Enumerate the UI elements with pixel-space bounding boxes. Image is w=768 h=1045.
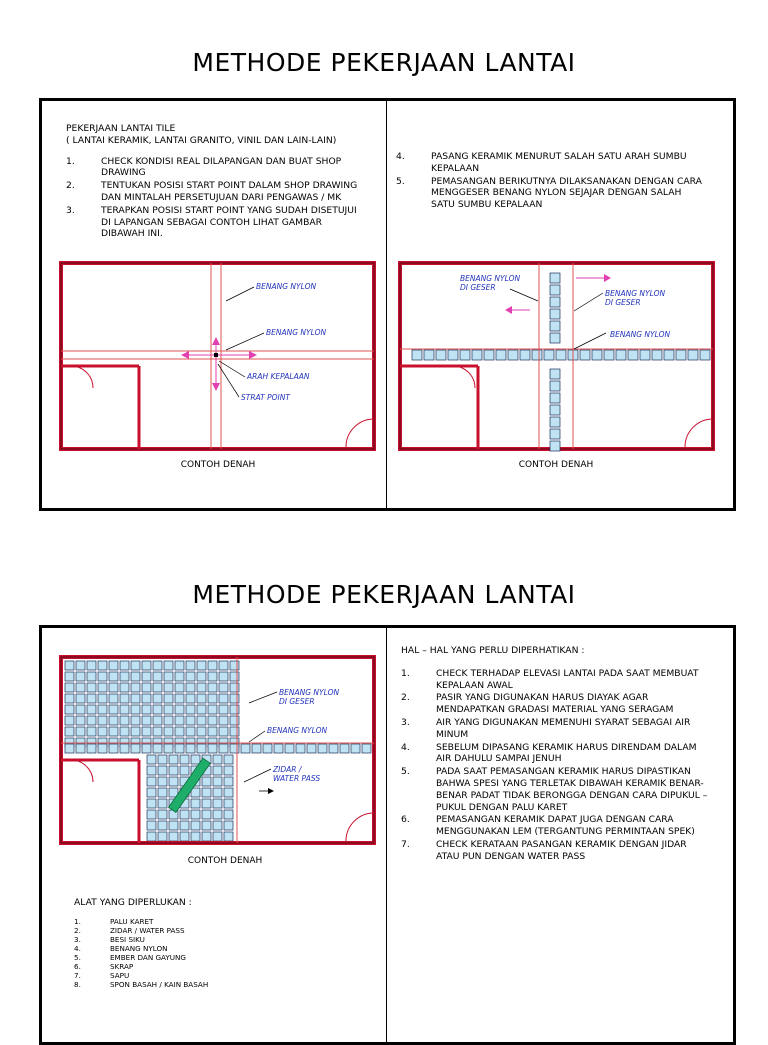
label-benang-nylon: BENANG NYLON — [267, 726, 328, 735]
tile — [87, 683, 96, 692]
tile — [131, 683, 140, 692]
tile — [191, 821, 200, 830]
slide1-title: METHODE PEKERJAAN LANTAI — [192, 48, 576, 77]
tile — [169, 755, 178, 764]
tile — [532, 350, 542, 360]
tile — [219, 744, 228, 753]
tile — [241, 744, 250, 753]
list-item: 3. TERAPKAN POSISI START POINT YANG SUDAH DISETUJUI DI LAPANGAN SEBAGAI CONTOH LIHAT GAMBAR DIBAWAH INI. — [66, 204, 357, 240]
tile — [307, 744, 316, 753]
tile — [169, 766, 178, 775]
slide1-left-caption: CONTOH DENAH — [180, 460, 256, 470]
tile — [153, 661, 162, 670]
tile — [208, 727, 217, 736]
tile — [550, 417, 560, 427]
tile — [230, 683, 239, 692]
tile — [180, 810, 189, 819]
tile — [191, 810, 200, 819]
label-start-point: STRAT POINT — [241, 393, 290, 402]
tile — [604, 350, 614, 360]
tile — [87, 661, 96, 670]
slide2-left-caption: CONTOH DENAH — [187, 856, 263, 866]
tile — [412, 350, 422, 360]
tile — [224, 755, 233, 764]
tile — [142, 694, 151, 703]
tile — [131, 661, 140, 670]
list-item: 2. ZIDAR / WATER PASS — [74, 925, 185, 935]
tile — [197, 727, 206, 736]
tile — [213, 766, 222, 775]
tile — [202, 799, 211, 808]
tile — [274, 744, 283, 753]
tile — [87, 727, 96, 736]
tile — [180, 832, 189, 841]
tile — [109, 694, 118, 703]
tile — [230, 705, 239, 714]
tile — [230, 716, 239, 725]
tile — [76, 744, 85, 753]
tile — [175, 694, 184, 703]
tile — [208, 744, 217, 753]
tile — [65, 727, 74, 736]
slide1-right-caption: CONTOH DENAH — [518, 460, 594, 470]
tile — [142, 672, 151, 681]
label-benang-nylon-digeser-left: BENANG NYLON — [460, 274, 521, 283]
tile — [700, 350, 710, 360]
tile — [164, 694, 173, 703]
label-benang-nylon-2: BENANG NYLON — [266, 328, 327, 337]
tile — [208, 661, 217, 670]
tile — [158, 755, 167, 764]
tile — [147, 788, 156, 797]
list-item: 5. PADA SAAT PEMASANGAN KERAMIK HARUS DIPASTIKAN BAHWA SPESI YANG TERLETAK DIBAWAH KERAMIK BENAR-BENAR PADAT TIDAK BERONGGA DENGAN CARA DIPUKUL – PUKUL DENGAN PALU KARET — [401, 766, 708, 813]
tile — [98, 744, 107, 753]
tile — [208, 672, 217, 681]
tile — [180, 755, 189, 764]
tile — [186, 672, 195, 681]
tile — [76, 661, 85, 670]
tile — [197, 683, 206, 692]
tile — [109, 744, 118, 753]
tile — [550, 393, 560, 403]
list-item: 5. EMBER DAN GAYUNG — [74, 952, 187, 962]
tile — [120, 683, 129, 692]
tile — [224, 832, 233, 841]
tile — [550, 429, 560, 439]
tile — [164, 672, 173, 681]
tile — [76, 683, 85, 692]
slide1-steps-list-2 — [396, 151, 706, 211]
tile — [147, 777, 156, 786]
tile — [98, 661, 107, 670]
tile — [202, 777, 211, 786]
tile — [496, 350, 506, 360]
list-item: 4. PASANG KERAMIK MENURUT SALAH SATU ARAH SUMBU KEPALAAN — [396, 151, 687, 174]
list-item: 3. AIR YANG DIGUNAKAN MEMENUHI SYARAT SEBAGAI AIR MINUM — [401, 716, 691, 740]
tile — [98, 672, 107, 681]
tile — [153, 683, 162, 692]
tile — [550, 285, 560, 295]
tile — [142, 727, 151, 736]
tile — [169, 821, 178, 830]
tile — [65, 672, 74, 681]
tile — [230, 744, 239, 753]
tile — [158, 777, 167, 786]
tile — [219, 727, 228, 736]
tile — [147, 821, 156, 830]
tile — [484, 350, 494, 360]
tile — [131, 727, 140, 736]
tile — [550, 405, 560, 415]
tile — [186, 683, 195, 692]
label-benang-nylon-1: BENANG NYLON — [256, 282, 317, 291]
tile — [508, 350, 518, 360]
tile — [186, 716, 195, 725]
tile — [153, 694, 162, 703]
tile — [351, 744, 360, 753]
tile — [175, 661, 184, 670]
tile — [213, 810, 222, 819]
tile — [230, 694, 239, 703]
tile — [550, 273, 560, 283]
tile — [131, 744, 140, 753]
tile — [131, 705, 140, 714]
tile — [436, 350, 446, 360]
tile — [213, 832, 222, 841]
list-item: 6. PEMASANGAN KERAMIK DAPAT JUGA DENGAN CARA MENGGUNAKAN LEM (TERGANTUNG PERMINTAAN SPEK) — [401, 814, 695, 838]
tile — [550, 321, 560, 331]
tile — [76, 716, 85, 725]
tile — [202, 788, 211, 797]
tile — [219, 683, 228, 692]
tile — [98, 683, 107, 692]
floorplan-progress — [59, 655, 377, 845]
list-item: 2. TENTUKAN POSISI START POINT DALAM SHOP DRAWING DAN MINTALAH PERSETUJUAN DARI PENGAWAS / MK — [66, 180, 358, 203]
tile — [131, 694, 140, 703]
tile — [676, 350, 686, 360]
tile — [131, 672, 140, 681]
tile — [688, 350, 698, 360]
tile — [460, 350, 470, 360]
tile — [180, 766, 189, 775]
tile — [158, 810, 167, 819]
tile — [424, 350, 434, 360]
tile — [158, 799, 167, 808]
tile — [550, 381, 560, 391]
tile — [550, 333, 560, 343]
tile — [131, 716, 140, 725]
tile — [664, 350, 674, 360]
tile — [142, 683, 151, 692]
tile — [186, 705, 195, 714]
tile — [120, 744, 129, 753]
tools-list — [74, 917, 334, 989]
tile — [263, 744, 272, 753]
tile — [109, 716, 118, 725]
tile — [544, 350, 554, 360]
tile — [120, 661, 129, 670]
tile — [120, 716, 129, 725]
tile — [197, 672, 206, 681]
tile — [76, 694, 85, 703]
tile — [76, 672, 85, 681]
list-item: 4. BENANG NYLON — [74, 943, 168, 953]
tile — [219, 705, 228, 714]
tile — [208, 683, 217, 692]
tile — [120, 672, 129, 681]
slide1-heading1: PEKERJAAN LANTAI TILE — [66, 123, 176, 134]
floorplan-start-point — [59, 261, 377, 451]
tile — [120, 694, 129, 703]
tile — [197, 661, 206, 670]
tile — [230, 672, 239, 681]
tile — [142, 744, 151, 753]
tile — [175, 727, 184, 736]
tile — [109, 672, 118, 681]
tile — [448, 350, 458, 360]
tile — [158, 832, 167, 841]
tile — [219, 694, 228, 703]
slide1-steps-list — [66, 156, 366, 241]
list-item: 6. SKRAP — [74, 961, 134, 971]
tile — [180, 821, 189, 830]
tile — [109, 683, 118, 692]
tile — [208, 705, 217, 714]
tile — [219, 716, 228, 725]
tile — [169, 777, 178, 786]
list-item: 1. CHECK KONDISI REAL DILAPANGAN DAN BUAT SHOP DRAWING — [66, 155, 342, 179]
tile — [147, 755, 156, 764]
tile — [109, 661, 118, 670]
tile — [224, 821, 233, 830]
tile — [87, 716, 96, 725]
tile — [202, 832, 211, 841]
label-arah-kepalaan: ARAH KEPALAAN — [247, 372, 310, 381]
tile — [285, 744, 294, 753]
tile — [550, 297, 560, 307]
tile — [362, 744, 371, 753]
slide2-right-text — [401, 645, 711, 863]
tile — [197, 705, 206, 714]
tile — [213, 799, 222, 808]
label-zidar: ZIDAR / — [273, 765, 302, 774]
label-digeser: DI GESER — [279, 697, 315, 706]
list-item: 1. CHECK TERHADAP ELEVASI LANTAI PADA SAAT MEMBUAT KEPALAAN AWAL — [401, 667, 699, 691]
tile — [109, 705, 118, 714]
tile — [186, 694, 195, 703]
list-item: 2. PASIR YANG DIGUNAKAN HARUS DIAYAK AGAR MENDAPATKAN GRADASI MATERIAL YANG SERAGAM — [401, 692, 674, 716]
tile — [556, 350, 566, 360]
tile — [197, 716, 206, 725]
tile — [142, 716, 151, 725]
tile — [186, 727, 195, 736]
tile — [147, 799, 156, 808]
tile — [191, 799, 200, 808]
tile — [340, 744, 349, 753]
list-item: 7. CHECK KERATAAN PASANGAN KERAMIK DENGAN JIDAR ATAU PUN DENGAN WATER PASS — [401, 838, 687, 862]
tile — [76, 727, 85, 736]
tile — [186, 744, 195, 753]
tile — [164, 661, 173, 670]
tile — [158, 821, 167, 830]
tile — [175, 744, 184, 753]
tile — [318, 744, 327, 753]
tile — [224, 766, 233, 775]
considerations-list — [401, 668, 711, 863]
tile — [191, 755, 200, 764]
tools-heading: ALAT YANG DIPERLUKAN : — [74, 897, 192, 908]
tile — [147, 832, 156, 841]
tile-rows — [412, 273, 710, 451]
tile — [208, 716, 217, 725]
list-item: 4. SEBELUM DIPASANG KERAMIK HARUS DIRENDAM DALAM AIR DAHULU SAMPAI JENUH — [401, 741, 697, 765]
label-digeser-right: DI GESER — [605, 298, 641, 307]
slide1-divider — [386, 101, 387, 508]
tile — [224, 799, 233, 808]
tile — [142, 705, 151, 714]
tile — [213, 821, 222, 830]
tile — [120, 727, 129, 736]
list-item: 8. SPON BASAH / KAIN BASAH — [74, 979, 209, 989]
label-water-pass: WATER PASS — [273, 774, 321, 783]
tile — [592, 350, 602, 360]
tile — [147, 810, 156, 819]
slide2-divider — [386, 628, 387, 1042]
tile — [186, 661, 195, 670]
tile — [550, 369, 560, 379]
tile — [98, 694, 107, 703]
label-digeser-left: DI GESER — [460, 283, 496, 292]
label-benang-nylon-digeser: BENANG NYLON — [279, 688, 340, 697]
list-item: 7. SAPU — [74, 970, 130, 980]
tile — [230, 727, 239, 736]
tile — [87, 672, 96, 681]
tile — [550, 309, 560, 319]
tile — [158, 766, 167, 775]
tile — [164, 705, 173, 714]
tile — [580, 350, 590, 360]
tile — [197, 694, 206, 703]
tile — [65, 661, 74, 670]
tile — [65, 683, 74, 692]
tile — [65, 744, 74, 753]
tile — [76, 705, 85, 714]
tile — [164, 716, 173, 725]
tile — [628, 350, 638, 360]
tile — [109, 727, 118, 736]
considerations-heading: HAL – HAL YANG PERLU DIPERHATIKAN : — [401, 645, 585, 656]
tile — [208, 694, 217, 703]
slide2-tools — [74, 897, 334, 989]
tile — [87, 694, 96, 703]
tile — [213, 755, 222, 764]
tile — [169, 832, 178, 841]
tile — [153, 716, 162, 725]
tile — [472, 350, 482, 360]
tile — [202, 821, 211, 830]
list-item: 5. PEMASANGAN BERIKUTNYA DILAKSANAKAN DENGAN CARA MENGGESER BENANG NYLON SEJAJAR DENGAN SALAH SATU SUMBU KEPALAAN — [396, 175, 702, 211]
tile — [230, 661, 239, 670]
tile — [98, 716, 107, 725]
list-item: 3. BESI SIKU — [74, 934, 145, 944]
tile — [175, 716, 184, 725]
tile — [153, 744, 162, 753]
tile — [652, 350, 662, 360]
tile — [158, 788, 167, 797]
slide2-title: METHODE PEKERJAAN LANTAI — [192, 580, 576, 609]
tile — [213, 788, 222, 797]
tile — [191, 832, 200, 841]
tile — [520, 350, 530, 360]
tile — [153, 672, 162, 681]
tile — [550, 441, 560, 451]
tile — [65, 716, 74, 725]
tile — [87, 744, 96, 753]
tile — [202, 810, 211, 819]
tile — [153, 727, 162, 736]
tile — [98, 727, 107, 736]
tile — [296, 744, 305, 753]
tile — [65, 694, 74, 703]
floorplan-shift-thread — [398, 261, 716, 451]
tile — [175, 672, 184, 681]
tile — [164, 727, 173, 736]
tile — [213, 777, 222, 786]
slide1-left-text — [66, 123, 366, 240]
tile — [219, 661, 228, 670]
label-benang-nylon-digeser-right: BENANG NYLON — [605, 289, 666, 298]
tile — [197, 744, 206, 753]
tile — [98, 705, 107, 714]
tile — [164, 744, 173, 753]
tile — [120, 705, 129, 714]
tile — [616, 350, 626, 360]
slide1-heading2: ( LANTAI KERAMIK, LANTAI GRANITO, VINIL DAN LAIN-LAIN) — [66, 134, 337, 146]
tile — [640, 350, 650, 360]
slide1-right-text — [396, 151, 706, 211]
tile — [175, 705, 184, 714]
tile — [175, 683, 184, 692]
list-item: 1. PALU KARET — [74, 916, 154, 926]
tile — [147, 766, 156, 775]
tile — [224, 788, 233, 797]
tile — [224, 777, 233, 786]
tile — [252, 744, 261, 753]
tile — [153, 705, 162, 714]
tile — [224, 810, 233, 819]
tile — [87, 705, 96, 714]
tile — [142, 661, 151, 670]
tile — [329, 744, 338, 753]
tile — [219, 672, 228, 681]
tile — [164, 683, 173, 692]
label-benang-nylon: BENANG NYLON — [610, 330, 671, 339]
tile — [65, 705, 74, 714]
